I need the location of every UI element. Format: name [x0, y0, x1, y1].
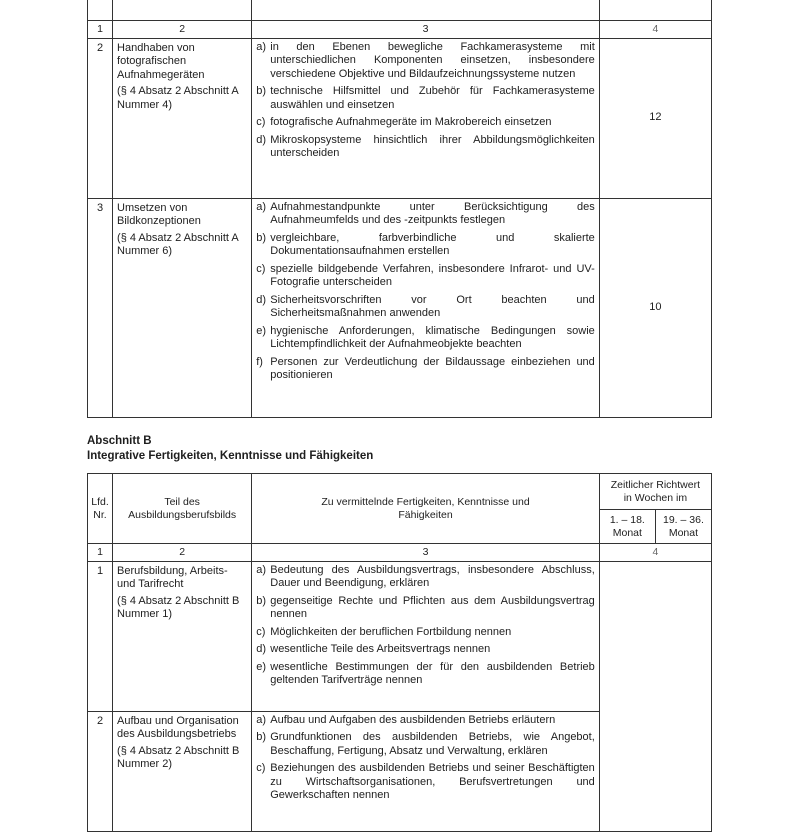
spacer-cell: [252, 0, 600, 21]
table-row: [88, 561, 712, 711]
list-item: [256, 41, 595, 82]
header-month-1: 1. – 18. Monat: [599, 510, 655, 544]
teil-cell: [113, 711, 252, 831]
header-teil: Teil des Ausbildungsberufsbilds: [113, 474, 252, 544]
item-text: wesentliche Bestimmungen der für den ausbildenden Betrieb geltenden Tarifverträge nennen: [270, 660, 595, 686]
table-row: [88, 38, 712, 198]
item-letter: a): [256, 563, 267, 576]
item-text: Aufbau und Aufgaben des ausbildenden Betriebs erläutern: [270, 713, 556, 726]
weeks-value: 10: [599, 198, 711, 417]
list-item: [256, 325, 595, 352]
section-subtitle: Integrative Fertigkeiten, Kenntnisse und Fähigkeiten: [87, 450, 374, 462]
teil-title: Berufsbildung, Arbeits- und Tarifrecht: [117, 564, 228, 590]
item-text: Beziehungen des ausbildenden Betriebs und seiner Beschäftigten zu Wirtschaftsorganisationen, Berufsvertretungen und Gewerkschaften nennen: [270, 762, 595, 801]
list-item: [256, 263, 595, 290]
item-letter: a): [256, 200, 267, 213]
header-time: Zeitlicher Richtwert in Wochen im: [599, 474, 711, 510]
table-a-spacer-row: [88, 0, 712, 21]
item-letter: f): [256, 355, 263, 368]
item-text: spezielle bildgebende Verfahren, insbesondere Infrarot- und UV-Fotografie unterscheiden: [270, 262, 595, 288]
list-item: [256, 731, 595, 758]
list-item: [256, 116, 595, 130]
table-header-row: [88, 474, 712, 510]
item-letter: b): [256, 85, 267, 97]
list-item: [256, 762, 595, 803]
item-letter: c): [256, 262, 266, 275]
weeks-value: 12: [599, 38, 711, 198]
list-item: [256, 626, 595, 640]
item-letter: e): [256, 660, 267, 673]
item-text: vergleichbare, farbverbindliche und skalierte Dokumentationsaufnahmen erstellen: [270, 231, 595, 257]
list-item: [256, 85, 595, 112]
table-section-b: [87, 473, 712, 832]
item-letter: a): [256, 713, 267, 726]
teil-title: Handhaben von fotografischen Aufnahmegeräten: [117, 41, 205, 81]
spacer-cell: [88, 0, 113, 21]
teil-reference: (§ 4 Absatz 2 Abschnitt B Nummer 1): [117, 594, 240, 620]
item-letter: d): [256, 643, 267, 655]
items-cell: [252, 198, 600, 417]
weeks-cell: [599, 561, 711, 831]
items-cell: [252, 711, 600, 831]
teil-reference: (§ 4 Absatz 2 Abschnitt A Nummer 6): [117, 231, 239, 257]
column-number: 3: [252, 544, 600, 562]
list-item: [256, 643, 595, 657]
item-text: fotografische Aufnahmegeräte im Makrobereich einsetzen: [270, 116, 552, 128]
column-number: 4: [599, 21, 711, 39]
item-letter: d): [256, 293, 267, 306]
item-text: gegenseitige Rechte und Pflichten aus dem Ausbildungsvertrag nennen: [270, 594, 595, 620]
item-letter: c): [256, 625, 266, 638]
teil-title: Umsetzen von Bildkonzeptionen: [117, 201, 201, 227]
item-letter: b): [256, 594, 267, 607]
list-item: [256, 714, 595, 728]
column-number: 3: [252, 21, 600, 39]
item-text: Sicherheitsvorschriften vor Ort beachten und Sicherheitsmaßnahmen anwenden: [270, 293, 595, 319]
item-text: Bedeutung des Ausbildungsvertrags, insbesondere Abschluss, Dauer und Beendigung, erklären: [270, 563, 595, 589]
row-number: 2: [88, 711, 113, 831]
row-number: 3: [88, 198, 113, 417]
column-number: 1: [88, 21, 113, 39]
item-letter: a): [256, 40, 267, 53]
column-number: 2: [113, 544, 252, 562]
item-text: in den Ebenen bewegliche Fachkamerasysteme mit unterschiedlichen Komponenten einsetzen, insbesondere verschiedene Objektive und Bildaufzeichnungssysteme nutzen: [270, 40, 595, 80]
items-cell: [252, 561, 600, 711]
item-text: Grundfunktionen des ausbildenden Betriebs, wie Angebot, Beschaffung, Fertigung, Absatz und Verwaltung, erklären: [270, 731, 595, 757]
items-cell: [252, 38, 600, 198]
item-letter: e): [256, 324, 267, 337]
item-text: hygienische Anforderungen, klimatische Bedingungen sowie Lichtempfindlichkeit der Aufnahmeobjekte beachten: [270, 324, 595, 350]
list-item: [256, 356, 595, 383]
list-item: [256, 294, 595, 321]
list-item: [256, 232, 595, 259]
spacer-cell: [113, 0, 252, 21]
teil-reference: (§ 4 Absatz 2 Abschnitt A Nummer 4): [117, 85, 239, 111]
table-row: [88, 198, 712, 417]
item-text: Möglichkeiten der beruflichen Fortbildung nennen: [270, 625, 512, 638]
item-letter: b): [256, 231, 267, 244]
item-letter: d): [256, 133, 267, 146]
list-item: [256, 201, 595, 228]
column-number: 1: [88, 544, 113, 562]
item-letter: b): [256, 731, 267, 743]
teil-cell: [113, 198, 252, 417]
row-number: 1: [88, 561, 113, 711]
item-text: Personen zur Verdeutlichung der Bildaussage einbeziehen und positionieren: [270, 355, 595, 381]
section-title: Abschnitt B: [87, 435, 152, 447]
teil-reference: (§ 4 Absatz 2 Abschnitt B Nummer 2): [117, 744, 240, 770]
list-item: [256, 564, 595, 591]
header-month-2: 19. – 36. Monat: [655, 510, 711, 544]
column-number-row: [88, 21, 712, 39]
table-section-a: [87, 0, 712, 418]
column-number: 4: [599, 544, 711, 562]
item-text: Mikroskopsysteme hinsichtlich ihrer Abbildungsmöglichkeiten unterscheiden: [270, 133, 595, 159]
item-letter: c): [256, 116, 266, 128]
column-number: 2: [113, 21, 252, 39]
list-item: [256, 661, 595, 688]
teil-cell: [113, 38, 252, 198]
item-text: wesentliche Teile des Arbeitsvertrags nennen: [270, 643, 491, 655]
teil-title: Aufbau und Organisation des Ausbildungsbetriebs: [117, 714, 239, 740]
list-item: [256, 595, 595, 622]
header-fertigkeiten: Zu vermittelnde Fertigkeiten, Kenntnisse und Fähigkeiten: [252, 474, 600, 544]
row-number: 2: [88, 38, 113, 198]
column-number-row: [88, 544, 712, 562]
teil-cell: [113, 561, 252, 711]
item-text: Aufnahmestandpunkte unter Berücksichtigung des Aufnahmeumfelds und des -zeitpunkts festlegen: [270, 200, 595, 226]
item-letter: c): [256, 762, 266, 774]
header-nr: Lfd. Nr.: [88, 474, 113, 544]
spacer-cell: [599, 0, 711, 21]
list-item: [256, 134, 595, 161]
item-text: technische Hilfsmittel und Zubehör für Fachkamerasysteme auswählen und einsetzen: [270, 85, 595, 111]
